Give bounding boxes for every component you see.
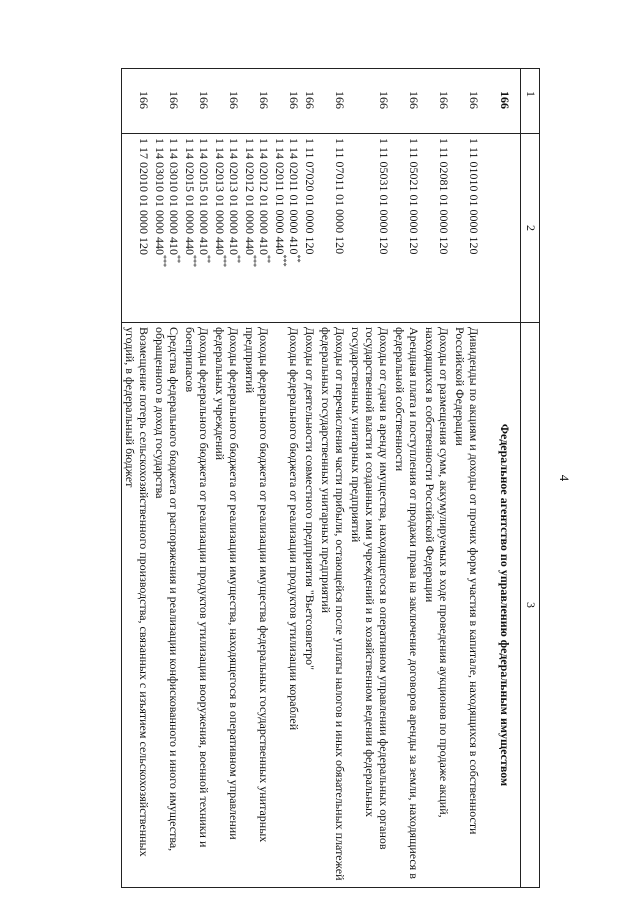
revenue-description: Доходы федерального бюджета от реализации имущества федеральных государственных унитарных предприятий [242, 323, 272, 888]
budget-code: 1 11 05021 01 0000 120 [407, 138, 421, 255]
budget-code-cell [392, 134, 422, 323]
table-row [452, 69, 482, 888]
footnote-marker: *** [159, 255, 168, 267]
budget-code-cell [302, 134, 318, 323]
budget-code: 1 14 02011 01 0000 410** [287, 138, 302, 263]
header-col-3: 3 [521, 323, 540, 888]
footnote-marker: *** [219, 255, 228, 267]
footnote-marker: ** [233, 255, 242, 263]
revenue-description: Доходы от размещения сумм, аккумулируемых в ходе проведения аукционов по продаже акций, находящихся в собственности Российской Федерации [422, 323, 452, 888]
budget-code: 1 11 01010 01 0000 120 [467, 138, 481, 255]
budget-code: 1 14 02015 01 0000 410** [197, 138, 212, 263]
budget-code: 1 11 02081 01 0000 120 [437, 138, 451, 255]
revenue-description: Доходы федерального бюджета от реализации продуктов утилизации кораблей [272, 323, 302, 888]
budget-code-cell [272, 134, 302, 323]
table-row [182, 69, 212, 888]
budget-code-cell [452, 134, 482, 323]
table-header-row [521, 69, 540, 888]
table-row [242, 69, 272, 888]
budget-code-cell [122, 134, 153, 323]
table-row [152, 69, 182, 888]
revenue-description: Средства федерального бюджета от распоряжения и реализации конфискованного и иного имущества, обращенного в доход государства [152, 323, 182, 888]
org-code: 166 [152, 69, 182, 134]
org-code: 166 [348, 69, 392, 134]
budget-code: 1 14 02013 01 0000 410** [227, 138, 242, 263]
table-row [302, 69, 318, 888]
footnote-marker: *** [279, 254, 288, 267]
table-row [422, 69, 452, 888]
header-col-1: 1 [521, 69, 540, 134]
revenue-description: Возмещение потерь сельскохозяйственного производства, связанных с изъятием сельскохозяйственных угодий, в федеральный бюджет [122, 323, 153, 888]
org-code: 166 [212, 69, 242, 134]
org-code: 166 [452, 69, 482, 134]
org-code: 166 [242, 69, 272, 134]
table-row [318, 69, 348, 888]
budget-code: 1 14 03010 01 0000 440*** [153, 138, 168, 267]
revenue-description: Дивиденды по акциям и доходы от прочих форм участия в капитале, находящихся в собственности Российской Федерации [452, 323, 482, 888]
revenue-description: Доходы федерального бюджета от реализации имущества, находящегося в оперативном управлении федеральных учреждений [212, 323, 242, 888]
table-row [122, 69, 153, 888]
table-row [392, 69, 422, 888]
budget-code: 1 11 05031 01 0000 120 [377, 138, 391, 255]
revenue-description: Доходы от деятельности совместного предприятия "Вьетсовпетро" [302, 323, 318, 888]
footnote-marker: ** [293, 254, 302, 263]
org-code: 166 [272, 69, 302, 134]
revenue-description: Доходы от сдачи в аренду имущества, находящегося в оперативном управлении федеральных органов государственной власти и созданных ими учреждений и в хозяйственном ведении федеральных государственных унитарных предприятий [348, 323, 392, 888]
budget-code: 1 11 07011 01 0000 120 [333, 138, 347, 255]
org-code: 166 [302, 69, 318, 134]
header-col-2: 2 [521, 134, 540, 323]
budget-code: 1 14 02015 01 0000 440*** [183, 138, 198, 267]
footnote-marker: ** [203, 255, 212, 263]
budget-code: 1 14 02012 01 0000 410** [257, 138, 272, 263]
table-body [122, 69, 521, 888]
footnote-marker: *** [189, 255, 198, 267]
table-row [348, 69, 392, 888]
org-code: 166 [392, 69, 422, 134]
budget-code: 1 17 02010 01 0000 120 [137, 138, 151, 255]
revenue-description: Доходы федерального бюджета от реализации продуктов утилизации вооружения, военной техники и боеприпасов [182, 323, 212, 888]
budget-code-cell [318, 134, 348, 323]
budget-code-cell [422, 134, 452, 323]
agency-row [482, 69, 521, 888]
footnote-marker: *** [249, 255, 258, 267]
footnote-marker: ** [173, 255, 182, 263]
org-code: 166 [182, 69, 212, 134]
budget-code: 1 14 02013 01 0000 440*** [213, 138, 228, 267]
org-code: 166 [318, 69, 348, 134]
budget-code-cell [212, 134, 242, 323]
agency-empty-cell [482, 134, 521, 323]
table-row [272, 69, 302, 888]
revenue-description: Арендная плата и поступления от продажи права на заключение договоров аренды за земли, находящиеся в федеральной собственности [392, 323, 422, 888]
budget-code: 1 14 03010 01 0000 410** [167, 138, 182, 263]
budget-code-cell [242, 134, 272, 323]
rotated-content [70, 68, 572, 888]
agency-name: Федеральное агентство по управлению федеральным имуществом [482, 323, 521, 888]
revenue-description: Доходы от перечисления части прибыли, остающейся после уплаты налогов и иных обязательных платежей федеральных государственных унитарных предприятий [318, 323, 348, 888]
budget-code: 1 11 07020 01 0000 120 [303, 138, 317, 255]
org-code: 166 [122, 69, 153, 134]
revenue-codes-table [121, 68, 540, 888]
budget-code-cell [348, 134, 392, 323]
budget-code-cell [152, 134, 182, 323]
footnote-marker: ** [263, 255, 272, 263]
page-number: 4 [557, 474, 572, 482]
org-code: 166 [422, 69, 452, 134]
table-row [212, 69, 242, 888]
budget-code-cell [182, 134, 212, 323]
budget-code: 1 14 02011 01 0000 440*** [273, 138, 288, 267]
agency-code: 166 [482, 69, 521, 134]
budget-code: 1 14 02012 01 0000 440*** [243, 138, 258, 267]
